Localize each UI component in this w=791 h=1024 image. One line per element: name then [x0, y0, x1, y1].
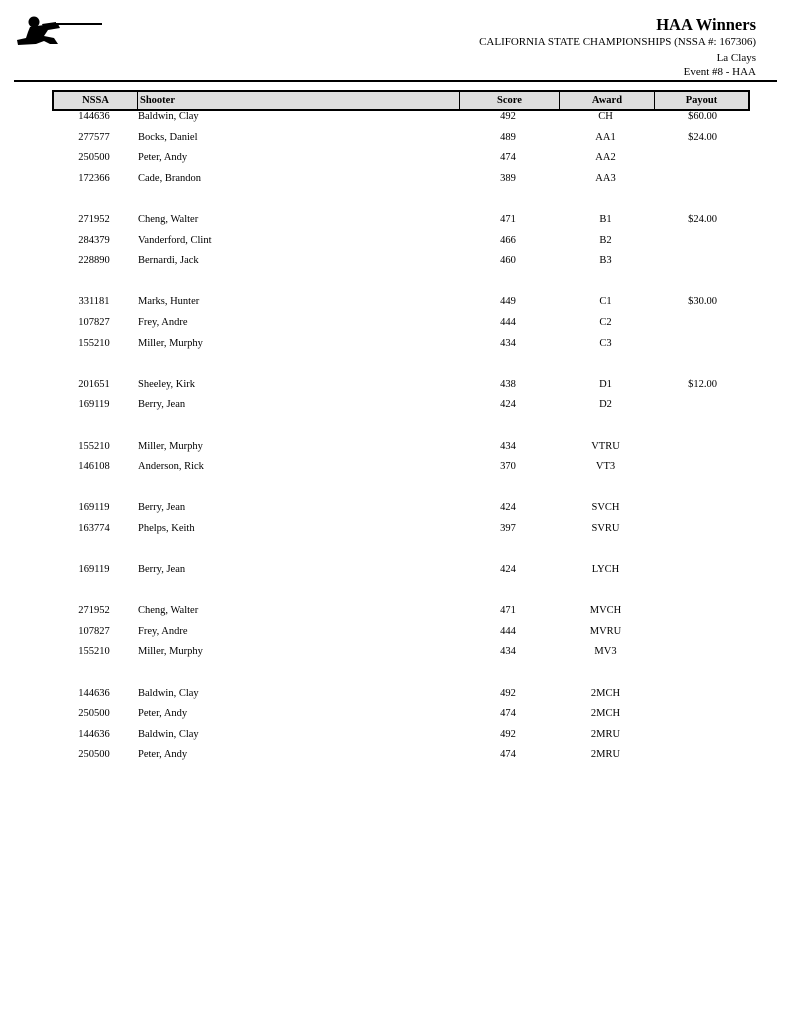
award-cell: LYCH: [591, 564, 620, 576]
shooter-cell: Miller, Murphy: [138, 440, 203, 452]
report-title: HAA Winners: [656, 15, 756, 34]
nssa-cell: 228890: [78, 255, 110, 267]
score-cell: 438: [500, 378, 516, 390]
score-cell: 474: [500, 708, 516, 720]
nssa-cell: 163774: [78, 522, 110, 534]
score-cell: 466: [500, 234, 516, 246]
table-row: [52, 502, 750, 523]
award-cell: 2MRU: [590, 728, 621, 740]
score-cell: 424: [500, 564, 516, 576]
shooter-cell: Phelps, Keith: [138, 522, 195, 534]
column-header-score: Score: [460, 92, 560, 109]
nssa-cell: 250500: [78, 708, 110, 720]
score-cell: 424: [500, 502, 516, 514]
nssa-cell: 250500: [78, 152, 110, 164]
shooter-cell: Cheng, Walter: [138, 213, 199, 225]
score-cell: 424: [500, 399, 516, 411]
shooter-cell: Bernardi, Jack: [138, 255, 199, 267]
score-cell: 389: [500, 172, 516, 184]
award-cell: 2MCH: [590, 687, 621, 699]
shooter-cell: Miller, Murphy: [138, 337, 203, 349]
score-cell: 474: [500, 749, 516, 761]
score-cell: 434: [500, 337, 516, 349]
shooter-cell: Baldwin, Clay: [138, 728, 199, 740]
shooter-cell: Baldwin, Clay: [138, 687, 199, 699]
score-cell: 397: [500, 522, 516, 534]
award-cell: C1: [599, 296, 612, 308]
nssa-cell: 169119: [78, 399, 110, 411]
table-row: [52, 399, 750, 420]
score-cell: 370: [500, 461, 516, 473]
award-cell: 2MRU: [590, 749, 621, 761]
score-cell: 444: [500, 316, 516, 328]
score-cell: 489: [500, 131, 516, 143]
table-row: [52, 564, 750, 585]
award-cell: SVRU: [591, 522, 620, 534]
nssa-cell: 146108: [78, 461, 110, 473]
payout-cell: $30.00: [688, 296, 717, 308]
table-row: [52, 255, 750, 276]
table-row: [52, 235, 750, 256]
table-row: [52, 605, 750, 626]
table-row: [52, 461, 750, 482]
nssa-cell: 144636: [78, 728, 110, 740]
table-header: [52, 90, 750, 111]
nssa-cell: 172366: [78, 172, 110, 184]
table-row: [52, 214, 750, 235]
score-cell: 444: [500, 625, 516, 637]
shooter-cell: Anderson, Rick: [138, 461, 204, 473]
table-row: [52, 317, 750, 338]
award-cell: MVCH: [589, 605, 622, 617]
table-row: [52, 523, 750, 544]
championship-name: CALIFORNIA STATE CHAMPIONSHIPS (NSSA #: 167306): [479, 36, 756, 48]
shooter-cell: Frey, Andre: [138, 316, 188, 328]
score-cell: 434: [500, 646, 516, 658]
award-cell: C3: [599, 337, 612, 349]
shooter-cell: Bocks, Daniel: [138, 131, 198, 143]
shooter-cell: Frey, Andre: [138, 625, 188, 637]
shooter-with-shotgun-icon: [14, 14, 104, 50]
score-cell: 434: [500, 440, 516, 452]
table-row: [52, 749, 750, 770]
shooter-cell: Berry, Jean: [138, 502, 186, 514]
club-name: La Clays: [716, 52, 756, 64]
table-row: [52, 379, 750, 400]
award-cell: CH: [598, 111, 613, 122]
award-cell: AA1: [595, 131, 616, 143]
nssa-cell: 201651: [78, 378, 110, 390]
nssa-cell: 155210: [78, 440, 110, 452]
payout-cell: $60.00: [688, 111, 717, 122]
table-row: [52, 441, 750, 462]
nssa-cell: 155210: [78, 337, 110, 349]
table-row: [52, 646, 750, 667]
award-cell: B1: [599, 213, 612, 225]
table-row: [52, 111, 750, 132]
table-row: [52, 338, 750, 359]
table-row: [52, 708, 750, 729]
award-cell: AA3: [595, 172, 616, 184]
table-row: [52, 729, 750, 750]
award-cell: SVCH: [591, 502, 620, 514]
award-cell: B2: [599, 234, 612, 246]
nssa-cell: 107827: [78, 316, 110, 328]
score-cell: 492: [500, 728, 516, 740]
score-cell: 474: [500, 152, 516, 164]
payout-cell: $24.00: [688, 131, 717, 143]
shooter-cell: Sheeley, Kirk: [138, 378, 196, 390]
nssa-cell: 169119: [78, 564, 110, 576]
shooter-cell: Miller, Murphy: [138, 646, 203, 658]
award-cell: D2: [599, 399, 612, 411]
header-divider: [14, 80, 777, 82]
table-row: [52, 296, 750, 317]
event-label: Event #8 - HAA: [683, 66, 756, 78]
award-cell: VT3: [595, 461, 616, 473]
score-cell: 471: [500, 605, 516, 617]
score-cell: 492: [500, 687, 516, 699]
nssa-cell: 271952: [78, 213, 110, 225]
table-row: [52, 152, 750, 173]
nssa-cell: 144636: [78, 111, 110, 122]
table-row: [52, 688, 750, 709]
award-cell: C2: [599, 316, 612, 328]
nssa-cell: 271952: [78, 605, 110, 617]
table-row: [52, 132, 750, 153]
nssa-cell: 277577: [78, 131, 110, 143]
award-cell: 2MCH: [590, 708, 621, 720]
shooter-cell: Cheng, Walter: [138, 605, 199, 617]
nssa-cell: 284379: [78, 234, 110, 246]
award-cell: VTRU: [591, 440, 620, 452]
table-row: [52, 173, 750, 194]
nssa-cell: 169119: [78, 502, 110, 514]
column-header-award: Award: [560, 92, 655, 109]
award-cell: B3: [599, 255, 612, 267]
table-row: [52, 626, 750, 647]
shooter-cell: Peter, Andy: [138, 749, 188, 761]
award-cell: AA2: [595, 152, 616, 164]
shooter-cell: Marks, Hunter: [138, 296, 200, 308]
nssa-cell: 331181: [78, 296, 110, 308]
shooter-cell: Cade, Brandon: [138, 172, 201, 184]
shooter-cell: Berry, Jean: [138, 399, 186, 411]
score-cell: 471: [500, 213, 516, 225]
nssa-cell: 144636: [78, 687, 110, 699]
nssa-cell: 155210: [78, 646, 110, 658]
column-header-shooter: Shooter: [138, 92, 460, 109]
award-cell: MV3: [594, 646, 617, 658]
column-header-nssa: NSSA: [54, 92, 138, 109]
shooter-cell: Berry, Jean: [138, 564, 186, 576]
column-header-payout: Payout: [685, 95, 718, 106]
shooter-cell: Peter, Andy: [138, 152, 188, 164]
payout-cell: $24.00: [688, 213, 717, 225]
nssa-cell: 107827: [78, 625, 110, 637]
award-cell: D1: [599, 378, 612, 390]
results-table-body: [52, 111, 750, 770]
score-cell: 460: [500, 255, 516, 267]
payout-cell: $12.00: [688, 378, 717, 390]
score-cell: 449: [500, 296, 516, 308]
shooter-cell: Peter, Andy: [138, 708, 188, 720]
award-cell: MVRU: [589, 625, 622, 637]
nssa-cell: 250500: [78, 749, 110, 761]
score-cell: 492: [500, 111, 516, 122]
shooter-cell: Vanderford, Clint: [138, 234, 212, 246]
shooter-cell: Baldwin, Clay: [138, 111, 199, 122]
